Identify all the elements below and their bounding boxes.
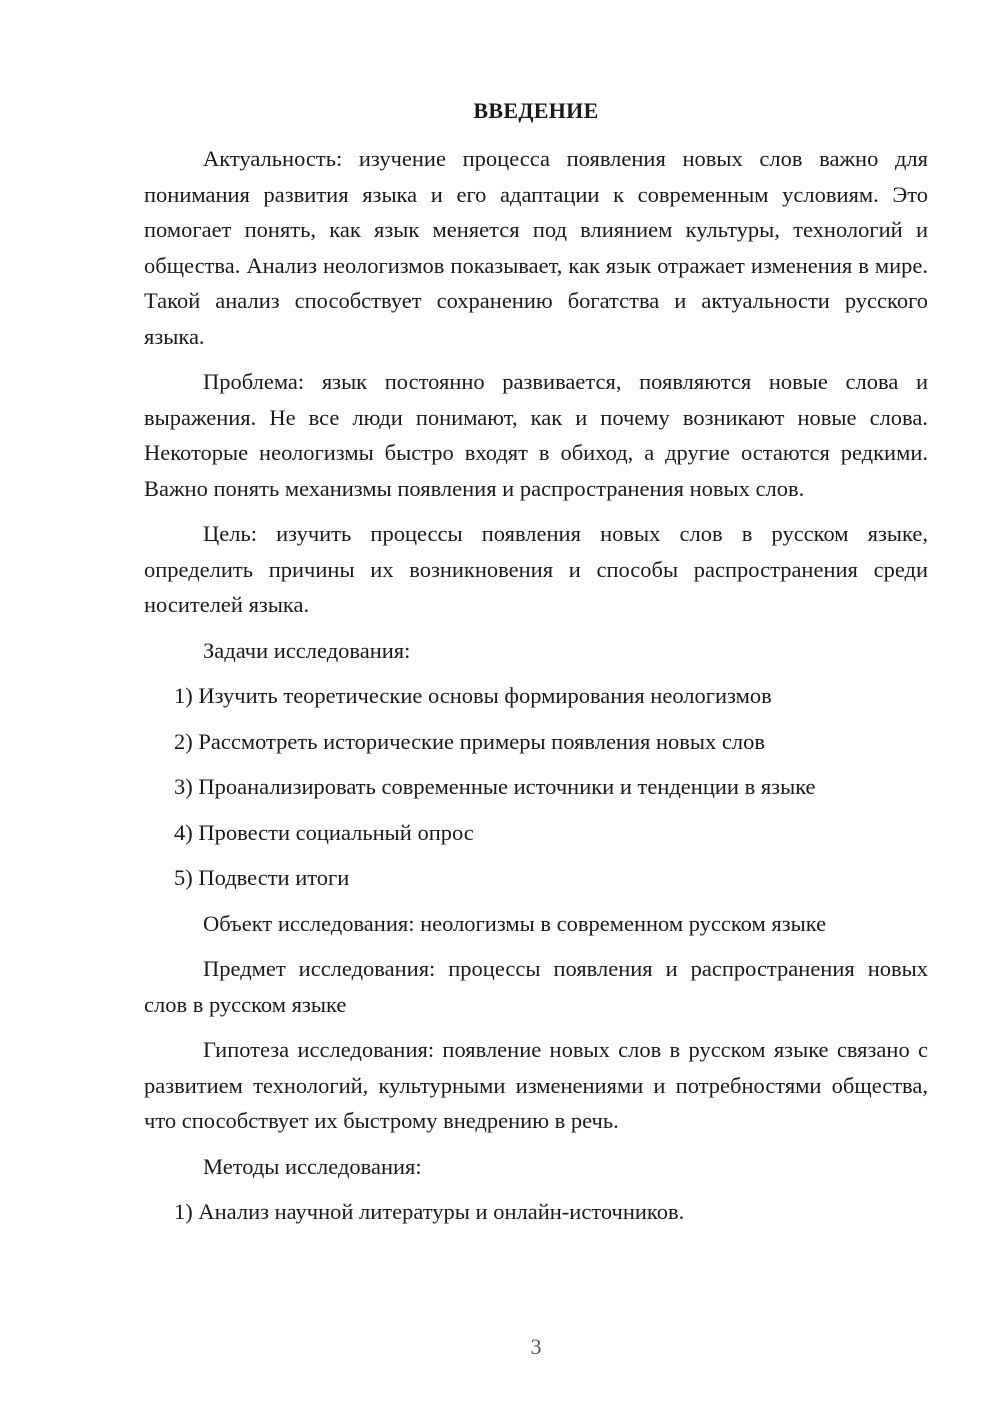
paragraph-subject: Предмет исследования: процессы появления и распространения новых слов в русском языке bbox=[144, 956, 928, 1017]
page-title: ВВЕДЕНИЕ bbox=[473, 98, 599, 123]
list-item: 1) Анализ научной литературы и онлайн-источников. bbox=[174, 1199, 685, 1224]
methods-heading: Методы исследования: bbox=[203, 1153, 422, 1179]
list-item: 3) Проанализировать современные источники и тенденции в языке bbox=[174, 774, 816, 799]
list-item: 2) Рассмотреть исторические примеры появления новых слов bbox=[174, 728, 765, 754]
page-number: 3 bbox=[530, 1334, 542, 1359]
paragraph-problem: Проблема: язык постоянно развивается, появляются новые слова и выражения. Не все люди понимают, как и почему возникают новые слова. Некоторые неологизмы быстро входят в обиход, а другие остаются редкими. Важно понять механизмы появления и распространения новых слов. bbox=[144, 369, 928, 501]
document-body bbox=[144, 141, 928, 1240]
list-item: 4) Провести социальный опрос bbox=[174, 819, 474, 845]
paragraph-relevance: Актуальность: изучение процесса появления новых слов важно для понимания развития языка и его адаптации к современным условиям. Это помогает понять, как язык меняется под влиянием культуры, технологий и общества. Анализ неологизмов показывает, как язык отражает изменения в мире. Такой анализ способствует сохранению богатства и актуальности русского языка. bbox=[144, 146, 928, 349]
methods-list bbox=[144, 1194, 928, 1230]
paragraph-goal: Цель: изучить процессы появления новых слов в русском языке, определить причины их возникновения и способы распространения среди носителей языка. bbox=[144, 521, 928, 617]
paragraph-hypothesis: Гипотеза исследования: появление новых слов в русском языке связано с развитием технологий, культурными изменениями и потребностями общества, что способствует их быстрому внедрению в речь. bbox=[144, 1037, 928, 1133]
list-item: 5) Подвести итоги bbox=[174, 865, 350, 890]
tasks-heading: Задачи исследования: bbox=[203, 637, 411, 663]
tasks-list bbox=[144, 678, 928, 896]
list-item: 1) Изучить теоретические основы формирования неологизмов bbox=[174, 683, 772, 708]
paragraph-object: Объект исследования: неологизмы в современном русском языке bbox=[203, 910, 827, 936]
